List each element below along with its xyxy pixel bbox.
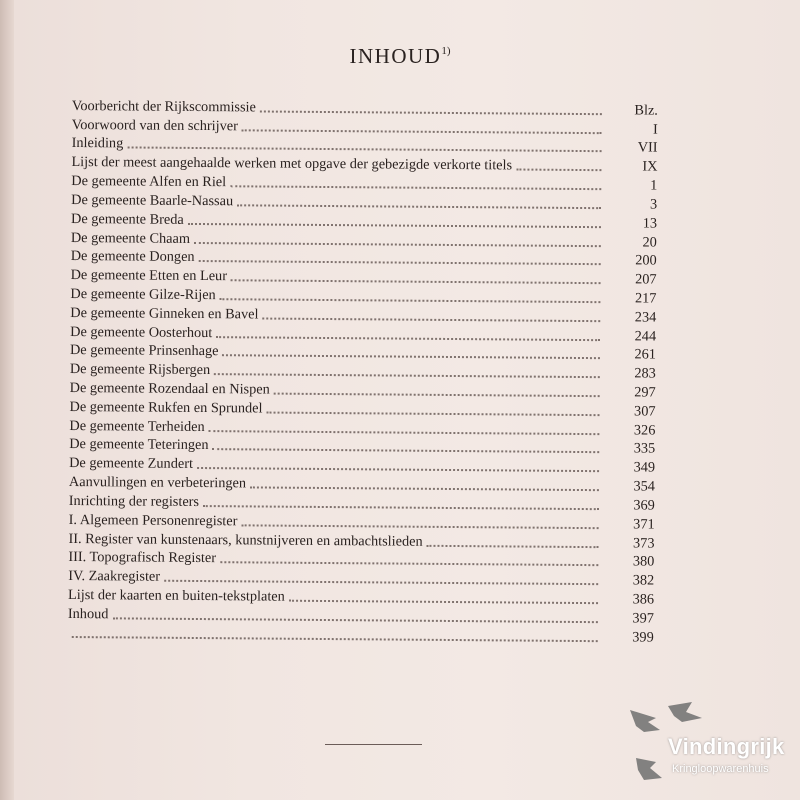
toc-entry-title: De gemeente Chaam bbox=[70, 229, 191, 247]
dot-leader bbox=[220, 298, 601, 303]
dot-leader bbox=[260, 110, 602, 115]
toc-entry-page: 234 bbox=[634, 309, 657, 326]
toc-entry-page: 371 bbox=[633, 516, 655, 533]
dot-leader bbox=[214, 373, 600, 378]
toc-entry-title: IV. Zaakregister bbox=[68, 568, 161, 585]
dot-leader bbox=[209, 430, 600, 435]
dot-leader bbox=[112, 617, 597, 623]
dot-leader bbox=[220, 561, 598, 566]
toc-entry-title: Lijst der kaarten en buiten-tekstplaten bbox=[68, 586, 285, 605]
toc-entry-page: 382 bbox=[632, 572, 655, 589]
watermark-name: Vindingrijk bbox=[668, 734, 785, 759]
toc-entry-title: De gemeente Ginneken en Bavel bbox=[70, 304, 259, 323]
dot-leader bbox=[164, 580, 598, 585]
toc-entry-page: 244 bbox=[634, 327, 657, 345]
dot-leader bbox=[188, 223, 601, 228]
toc-entry-page: 326 bbox=[633, 422, 656, 439]
dot-leader bbox=[250, 486, 599, 491]
toc-entry-title: De gemeente Rijsbergen bbox=[69, 361, 211, 379]
toc-entry-title: De gemeente Gilze-Rijen bbox=[70, 285, 216, 304]
toc-entry-page: 354 bbox=[633, 478, 656, 495]
dot-leader bbox=[237, 204, 601, 209]
toc-entry-page: 399 bbox=[632, 628, 654, 646]
dot-leader bbox=[216, 336, 600, 341]
toc-entry-title: De gemeente Rozendaal en Nispen bbox=[69, 379, 270, 398]
toc-entry-page: 373 bbox=[632, 534, 655, 552]
toc-entry-title: Aanvullingen en verbeteringen bbox=[68, 474, 247, 492]
dot-leader bbox=[194, 241, 601, 246]
dot-leader bbox=[72, 636, 598, 642]
page-title bbox=[0, 44, 800, 69]
watermark-logo bbox=[626, 700, 794, 792]
toc-entry-page: 297 bbox=[634, 384, 656, 401]
toc-entry-page: 20 bbox=[642, 233, 657, 251]
toc-entry-title: II. Register van kunstenaars, kunstnijveren en ambachtslieden bbox=[68, 530, 423, 550]
toc-entry-page: VII bbox=[637, 139, 658, 157]
dot-leader bbox=[231, 279, 601, 284]
toc-entry-title: De gemeente Etten en Leur bbox=[70, 267, 228, 285]
dot-leader bbox=[222, 355, 600, 360]
toc-entry-page: 369 bbox=[633, 497, 655, 514]
toc-entry-title: De gemeente Teteringen bbox=[69, 436, 209, 454]
page-spine-edge bbox=[0, 0, 14, 800]
dot-leader bbox=[241, 524, 598, 529]
toc-entry-title: Lijst der meest aangehaalde werken met opgave der gebezigde verkorte titels bbox=[71, 154, 513, 174]
toc-entry-page: 13 bbox=[642, 215, 658, 232]
toc-entry-title: I. Algemeen Personenregister bbox=[68, 511, 238, 529]
toc-entry-title: Voorbericht der Rijkscommissie bbox=[71, 97, 256, 116]
toc-entry-title: Voorwoord van den schrijver bbox=[71, 116, 238, 134]
dot-leader bbox=[266, 411, 599, 416]
toc-entry-title: De gemeente Zundert bbox=[69, 455, 194, 473]
toc-entry-title: De gemeente Rukfen en Sprundel bbox=[69, 398, 263, 417]
toc-entry-page: 261 bbox=[634, 346, 657, 363]
toc-entry-page: 1 bbox=[650, 177, 658, 194]
title-footnote-marker: 1) bbox=[441, 45, 451, 57]
toc-entry-page: 200 bbox=[635, 252, 657, 269]
table-of-contents bbox=[68, 96, 658, 646]
dot-leader bbox=[516, 169, 601, 172]
toc-entry-page: 386 bbox=[632, 591, 655, 608]
dot-leader bbox=[203, 505, 599, 510]
closing-rule bbox=[325, 744, 422, 745]
dot-leader bbox=[427, 544, 599, 547]
toc-entry-page: 380 bbox=[632, 553, 655, 570]
dot-leader bbox=[230, 185, 601, 190]
toc-entry-title: De gemeente Prinsenhage bbox=[69, 342, 219, 360]
toc-entry-page: 217 bbox=[634, 290, 657, 307]
dot-leader bbox=[212, 449, 599, 454]
toc-entry-title: Inleiding bbox=[71, 135, 124, 152]
toc-entry-page: IX bbox=[642, 158, 658, 175]
toc-entry-page: 307 bbox=[634, 403, 656, 420]
toc-entry-page: 335 bbox=[633, 440, 656, 458]
toc-entry-page: 397 bbox=[632, 610, 654, 627]
dot-leader bbox=[199, 260, 601, 265]
toc-entry-title: De gemeente Breda bbox=[70, 210, 184, 228]
toc-entry-title: Inhoud bbox=[67, 605, 109, 623]
dot-leader bbox=[262, 317, 600, 322]
page-title-text: INHOUD bbox=[349, 44, 442, 68]
toc-entry-title: De gemeente Oosterhout bbox=[70, 323, 213, 341]
toc-entry-title: De gemeente Baarle-Nassau bbox=[71, 191, 234, 210]
dot-leader bbox=[289, 600, 598, 604]
toc-entry-title: De gemeente Alfen en Riel bbox=[71, 173, 227, 191]
toc-entry-page: 3 bbox=[649, 196, 658, 213]
toc-entry-page: 283 bbox=[634, 365, 656, 382]
toc-entry-page: 207 bbox=[635, 271, 657, 288]
dot-leader bbox=[242, 129, 602, 134]
dot-leader bbox=[197, 467, 599, 472]
watermark-subtitle: Kringloopwarenhuis bbox=[672, 763, 769, 775]
toc-entry-title: De gemeente Terheiden bbox=[69, 417, 205, 435]
toc-entry-title: Inrichting der registers bbox=[68, 492, 200, 510]
dot-leader bbox=[127, 147, 601, 153]
toc-entry-page: I bbox=[652, 121, 658, 138]
toc-entry-page: 349 bbox=[633, 459, 656, 476]
toc-entry-title: De gemeente Dongen bbox=[70, 248, 195, 266]
dot-leader bbox=[274, 393, 600, 398]
toc-entry-page: Blz. bbox=[634, 102, 658, 119]
toc-entry-title: III. Topografisch Register bbox=[68, 549, 217, 567]
